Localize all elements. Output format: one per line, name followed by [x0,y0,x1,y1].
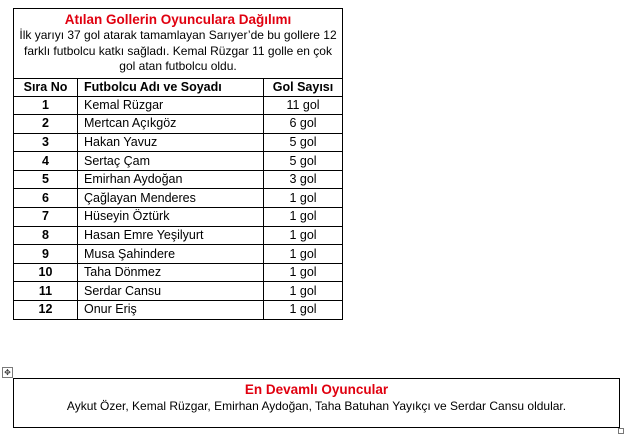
move-handle-icon[interactable]: ✥ [2,367,13,378]
header-player-name: Futbolcu Adı ve Soyadı [78,78,264,96]
rank-cell: 6 [14,189,78,208]
player-name-cell: Onur Eriş [78,301,264,320]
table-row [14,208,343,227]
rank-cell: 10 [14,263,78,282]
table-row [14,170,343,189]
rank-cell: 2 [14,115,78,134]
goals-cell: 1 gol [264,245,343,264]
table-row [14,133,343,152]
goal-distribution-table [13,8,343,320]
table-title: Atılan Gollerin Oyunculara Dağılımı [64,12,292,27]
player-name-cell: Hüseyin Öztürk [78,208,264,227]
goals-cell: 1 gol [264,208,343,227]
table-row [14,263,343,282]
player-name-cell: Sertaç Çam [78,152,264,171]
table-row [14,189,343,208]
consistent-players-box [13,378,620,428]
player-name-cell: Mertcan Açıkgöz [78,115,264,134]
goals-cell: 1 gol [264,226,343,245]
table-row [14,282,343,301]
goals-cell: 5 gol [264,152,343,171]
rank-cell: 5 [14,170,78,189]
goals-cell: 11 gol [264,96,343,115]
header-rank: Sıra No [14,78,78,96]
goals-cell: 3 gol [264,170,343,189]
table-row [14,115,343,134]
player-name-cell: Emirhan Aydoğan [78,170,264,189]
player-name-cell: Çağlayan Menderes [78,189,264,208]
table-row [14,152,343,171]
rank-cell: 4 [14,152,78,171]
table-row [14,245,343,264]
rank-cell: 1 [14,96,78,115]
consistent-players-title: En Devamlı Oyuncular [244,382,389,397]
player-name-cell: Hasan Emre Yeşilyurt [78,226,264,245]
player-name-cell: Musa Şahindere [78,245,264,264]
rank-cell: 7 [14,208,78,227]
table-row [14,96,343,115]
table-caption [14,9,343,79]
header-row [14,78,343,96]
goals-cell: 1 gol [264,189,343,208]
goals-cell: 5 gol [264,133,343,152]
goals-cell: 1 gol [264,282,343,301]
resize-handle[interactable] [618,428,624,434]
table-description: İlk yarıyı 37 gol atarak tamamlayan Sarıyer’de bu gollere 12 farklı futbolcu katkı sağladı. Kemal Rüzgar 11 golle en çok gol atan futbolcu oldu. [19,28,337,73]
rank-cell: 11 [14,282,78,301]
player-name-cell: Hakan Yavuz [78,133,264,152]
table-row [14,301,343,320]
rank-cell: 12 [14,301,78,320]
goals-cell: 1 gol [264,301,343,320]
player-name-cell: Taha Dönmez [78,263,264,282]
header-goals: Gol Sayısı [264,78,343,96]
rank-cell: 3 [14,133,78,152]
goals-cell: 6 gol [264,115,343,134]
player-name-cell: Serdar Cansu [78,282,264,301]
table-row [14,226,343,245]
player-name-cell: Kemal Rüzgar [78,96,264,115]
consistent-players-text: Aykut Özer, Kemal Rüzgar, Emirhan Aydoğan, Taha Batuhan Yayıkçı ve Serdar Cansu oldular. [66,399,567,413]
goals-cell: 1 gol [264,263,343,282]
rank-cell: 8 [14,226,78,245]
rank-cell: 9 [14,245,78,264]
